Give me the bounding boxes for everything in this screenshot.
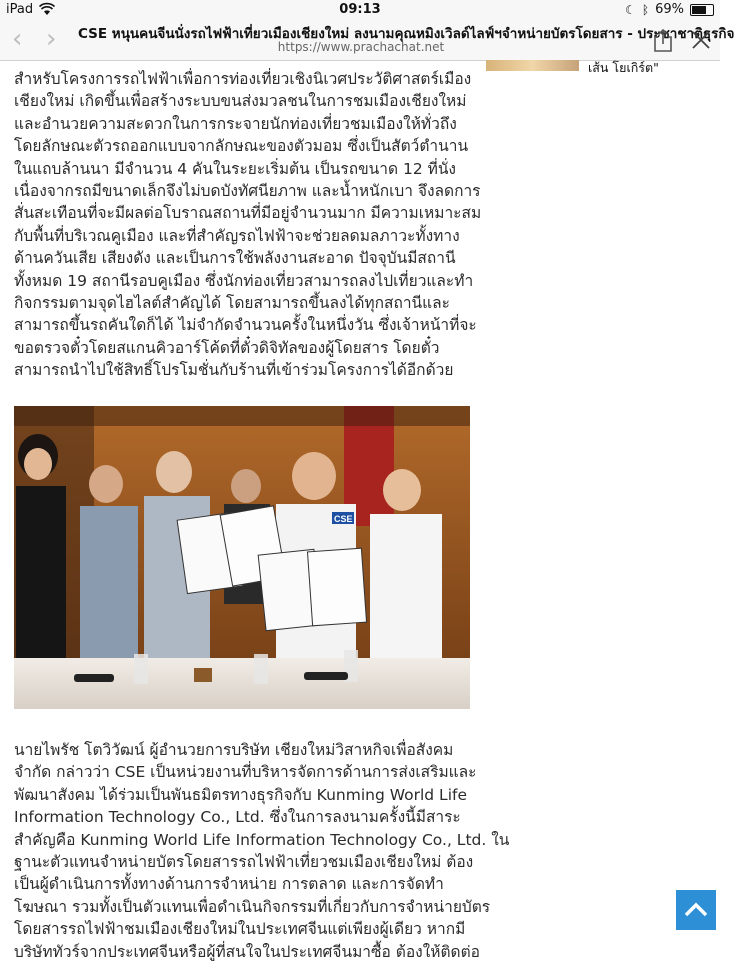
article-line: ฐานะตัวแทนจำหน่ายบัตรโดยสารรถไฟฟ้าเที่ยวชมเมืองเชียงใหม่ ต้อง <box>14 853 474 872</box>
cse-shirt-logo: CSE <box>334 514 353 524</box>
article-line: จำกัด กล่าวว่า CSE เป็นหน่วยงานที่บริหารจัดการด้านการส่งเสริมและ <box>14 763 477 782</box>
browser-toolbar <box>0 20 734 61</box>
article-paragraph-1 <box>14 68 482 382</box>
article-line: สำคัญคือ Kunming World Life Information Technology Co., Ltd. ใน <box>14 830 510 849</box>
article-line: บริษัททัวร์จากประเทศจีนหรือผู้ที่สนใจในประเทศจีนมาซื้อ ต้องให้ติดต่อ <box>14 942 480 961</box>
article-line: เชียงใหม่ เกิดขึ้นเพื่อสร้างระบบขนส่งมวลชนในการชมเมืองเชียงใหม่ <box>14 92 467 111</box>
battery-icon <box>690 4 714 16</box>
article-line: เป็นผู้ดำเนินการทั้งทางด้านการจำหน่าย การตลาด และการจัดทำ <box>14 875 444 894</box>
article-paragraph-2 <box>14 739 510 963</box>
article-line: โดยลักษณะตัวรถออกแบบจากลักษณะของตัวมอม ซึ่งเป็นสัตว์ตำนาน <box>14 137 469 156</box>
article-line: สั่นสะเทือนที่จะมีผลต่อโบราณสถานที่มีอยู่จำนวนมาก มีความเหมาะสม <box>14 204 482 223</box>
article-line: ทั้งหมด 19 สถานีรอบคูเมือง ซึ่งนักท่องเที่ยวสามารถลงไปเที่ยวและทำ <box>14 271 474 290</box>
device-name: iPad <box>6 2 34 17</box>
back-button[interactable]: ‹ <box>12 24 23 54</box>
signing-ceremony-photo <box>14 406 470 709</box>
article-line: Information Technology Co., Ltd. ซึ่งในการลงนามครั้งนี้มีสาระ <box>14 808 461 827</box>
article-line: โฆษณา รวมทั้งเป็นตัวแทนเพื่อดำเนินกิจกรรมที่เกี่ยวกับการจำหน่ายบัตร <box>14 897 491 916</box>
page-title[interactable]: CSE หนุนคนจีนนั่งรถไฟฟ้าเที่ยวเมืองเชียงใหม่ ลงนามคุณหมิงเวิลด์ไลฟ์ฯจำหน่ายบัตรโดยสาร - ประชาชาติธุรกิจ <box>78 26 734 42</box>
article-line: สามารถขึ้นรถคันใดก็ได้ ไม่จำกัดจำนวนครั้งในหนึ่งวัน ซึ่งเจ้าหน้าที่จะ <box>14 316 477 335</box>
article-line: สำหรับโครงการรถไฟฟ้าเพื่อการท่องเที่ยวเชิงนิเวศประวัติศาสตร์เมือง <box>14 70 472 88</box>
address-url[interactable]: https://www.prachachat.net <box>277 40 445 54</box>
article-line: เนื่องจากรถมีขนาดเล็กจึงไม่บดบังทัศนียภาพ และน้ำหนักเบา จึงลดการ <box>14 182 481 201</box>
close-icon[interactable] <box>688 27 714 53</box>
battery-fill <box>692 6 706 14</box>
article-line: กิจกรรมตามจุดไฮไลต์สำคัญได้ โดยสามารถขึ้นลงได้ทุกสถานีและ <box>14 294 450 313</box>
article-line: สามารถนำไปใช้สิทธิ์โปรโมชั่นกับร้านที่เข้าร่วมโครงการได้อีกด้วย <box>14 361 454 380</box>
article-line: ด้านควันเสีย เสียงดัง และเป็นการใช้พลังงานสะอาด ปัจจุบันมีสถานี <box>14 249 456 268</box>
forward-button[interactable]: › <box>46 24 57 54</box>
article-line: ในแถบล้านนา มีจำนวน 4 คันในระยะเริ่มต้น เป็นรถขนาด 12 ที่นั่ง <box>14 159 456 178</box>
article-line: กับพื้นที่บริเวณคูเมือง และที่สำคัญรถไฟฟ้าจะช่วยลดมลภาวะทั้งทาง <box>14 226 460 245</box>
clock: 09:13 <box>339 2 381 17</box>
status-bar <box>0 0 720 20</box>
battery-percent: 69% <box>655 2 684 17</box>
article-line: นายไพรัช โตวิวัฒน์ ผู้อำนวยการบริษัท เชียงใหม่วิสาหกิจเพื่อสังคม <box>14 741 454 759</box>
article-line: โดยสารรถไฟฟ้าชมเมืองเชียงใหม่ในประเทศจีนแต่เพียงผู้เดียว หากมี <box>14 920 466 939</box>
related-thumbnail[interactable] <box>486 60 579 71</box>
article-line: พัฒนาสังคม ได้ร่วมเป็นพันธมิตรทางธุรกิจกับ Kunming World Life <box>14 785 467 804</box>
chevron-up-icon <box>676 890 716 930</box>
scroll-to-top-button[interactable] <box>676 890 716 930</box>
bluetooth-icon: ᛒ <box>641 2 650 17</box>
article-line: และอำนวยความสะดวกในการกระจายนักท่องเที่ยวชมเมืองให้ทั่วถึง <box>14 114 457 133</box>
article-line: ขอตรวจตั๋วโดยสแกนคิวอาร์โค้ดที่ตั๋วดิจิทัลของผู้โดยสาร โดยตั๋ว <box>14 338 440 357</box>
share-icon[interactable] <box>650 27 676 53</box>
moon-icon: ☾ <box>625 2 636 17</box>
related-caption[interactable]: เส้น โยเกิร์ต" <box>588 60 659 75</box>
